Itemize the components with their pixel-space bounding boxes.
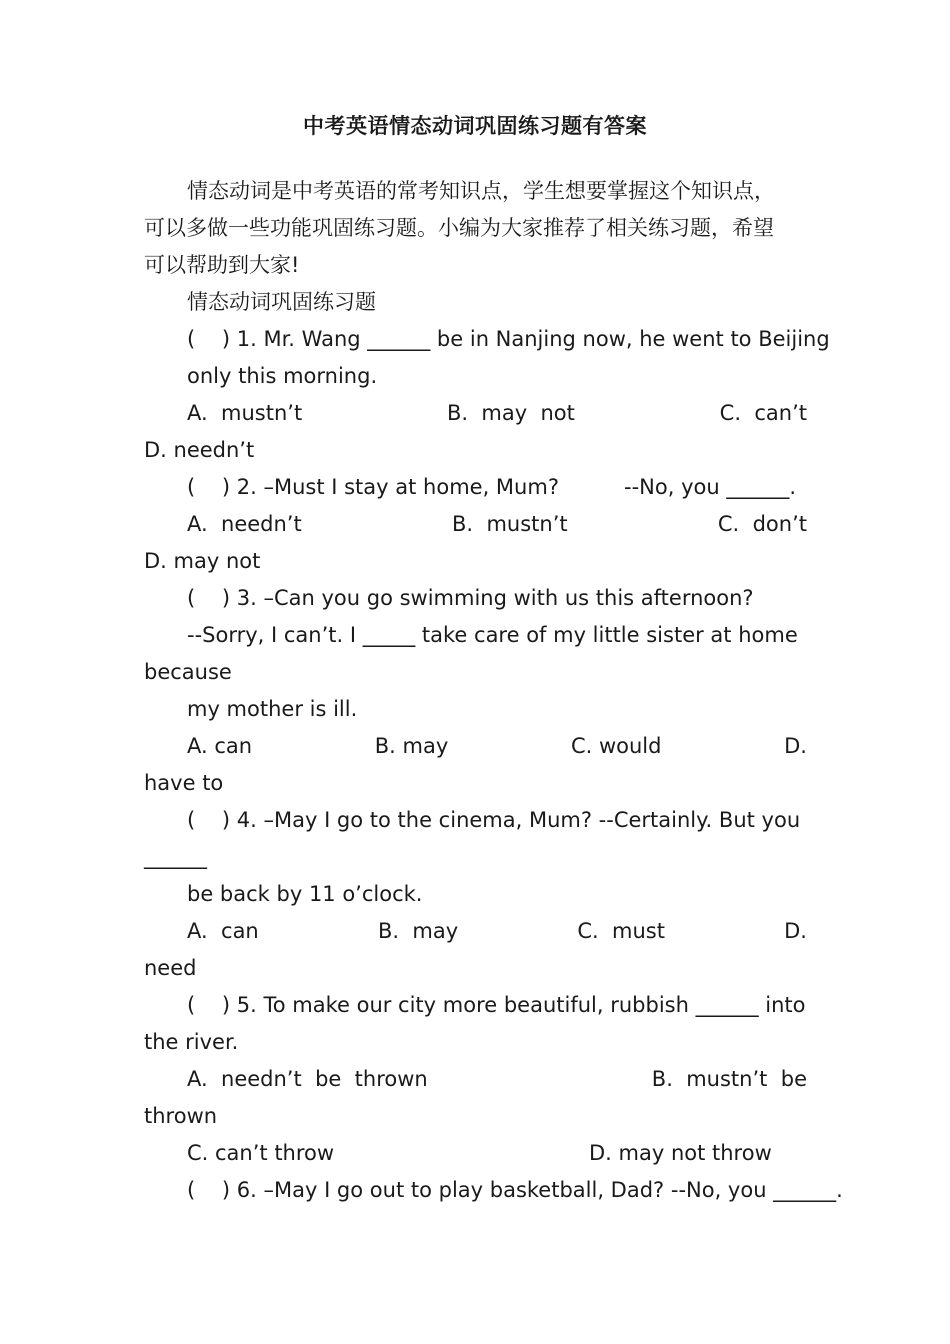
- question-1-option-c: C. can’t: [719, 401, 807, 425]
- question-4-option-c: C. must: [577, 919, 665, 943]
- question-4-options: [187, 917, 807, 945]
- question-5-option-a: A. needn’t be thrown: [187, 1067, 428, 1091]
- question-5-option-b-cont: thrown: [144, 1104, 218, 1128]
- question-5-stem-cont: the river.: [144, 1030, 239, 1054]
- question-2-option-c: C. don’t: [717, 512, 807, 536]
- question-2-answer-prompt: --No, you ______.: [624, 475, 796, 499]
- question-3-option-b: B. may: [374, 734, 449, 758]
- question-5-option-c: C. can’t throw: [187, 1141, 335, 1165]
- intro-line-1: 情态动词是中考英语的常考知识点，学生想要掌握这个知识点，: [187, 179, 775, 203]
- question-1-options: [187, 399, 807, 427]
- question-4-stem: ( ) 4. –May I go to the cinema, Mum? --Certainly. But you: [187, 808, 801, 832]
- question-2-option-b: B. mustn’t: [452, 512, 568, 536]
- question-4-blank: ______: [144, 845, 207, 869]
- question-3-option-c: C. would: [570, 734, 662, 758]
- question-2-option-a: A. needn’t: [187, 512, 302, 536]
- question-2-options: [187, 510, 807, 538]
- question-4-option-a: A. can: [187, 919, 259, 943]
- question-1-stem: ( ) 1. Mr. Wang ______ be in Nanjing now, he went to Beijing: [187, 327, 830, 351]
- question-4-option-d-text: need: [144, 956, 197, 980]
- question-5-options: [187, 1065, 807, 1093]
- question-1-option-a: A. mustn’t: [187, 401, 303, 425]
- question-5-option-b: B. mustn’t be: [651, 1067, 807, 1091]
- intro-line-3: 可以帮助到大家!: [144, 253, 300, 277]
- question-5-stem: ( ) 5. To make our city more beautiful, rubbish ______ into: [187, 993, 806, 1017]
- question-3-stem: ( ) 3. –Can you go swimming with us this afternoon?: [187, 586, 754, 610]
- section-heading: 情态动词巩固练习题: [187, 290, 376, 314]
- question-4-option-d: D.: [784, 919, 807, 943]
- question-1-option-d: D. needn’t: [144, 438, 255, 462]
- intro-line-2: 可以多做一些功能巩固练习题。小编为大家推荐了相关练习题，希望: [144, 216, 774, 240]
- question-2-option-d: D. may not: [144, 549, 261, 573]
- question-1-stem-cont: only this morning.: [187, 364, 378, 388]
- question-2-stem: ( ) 2. –Must I stay at home, Mum?: [187, 475, 559, 499]
- question-1-option-b: B. may not: [446, 401, 575, 425]
- question-6-stem: ( ) 6. –May I go out to play basketball, Dad? --No, you ______.: [187, 1178, 843, 1202]
- question-4-stem-cont: be back by 11 o’clock.: [187, 882, 423, 906]
- question-3-stem-cont-2: because: [144, 660, 232, 684]
- question-3-stem-cont-3: my mother is ill.: [187, 697, 358, 721]
- question-3-stem-cont: --Sorry, I can’t. I _____ take care of my little sister at home: [187, 623, 798, 647]
- question-3-option-a: A. can: [187, 734, 253, 758]
- question-4-option-b: B. may: [377, 919, 459, 943]
- question-5-option-d: D. may not throw: [589, 1141, 772, 1165]
- question-3-option-d-text: have to: [144, 771, 224, 795]
- page-title: 中考英语情态动词巩固练习题有答案: [303, 114, 647, 138]
- question-3-option-d: D.: [784, 734, 807, 758]
- question-3-options: [187, 732, 807, 760]
